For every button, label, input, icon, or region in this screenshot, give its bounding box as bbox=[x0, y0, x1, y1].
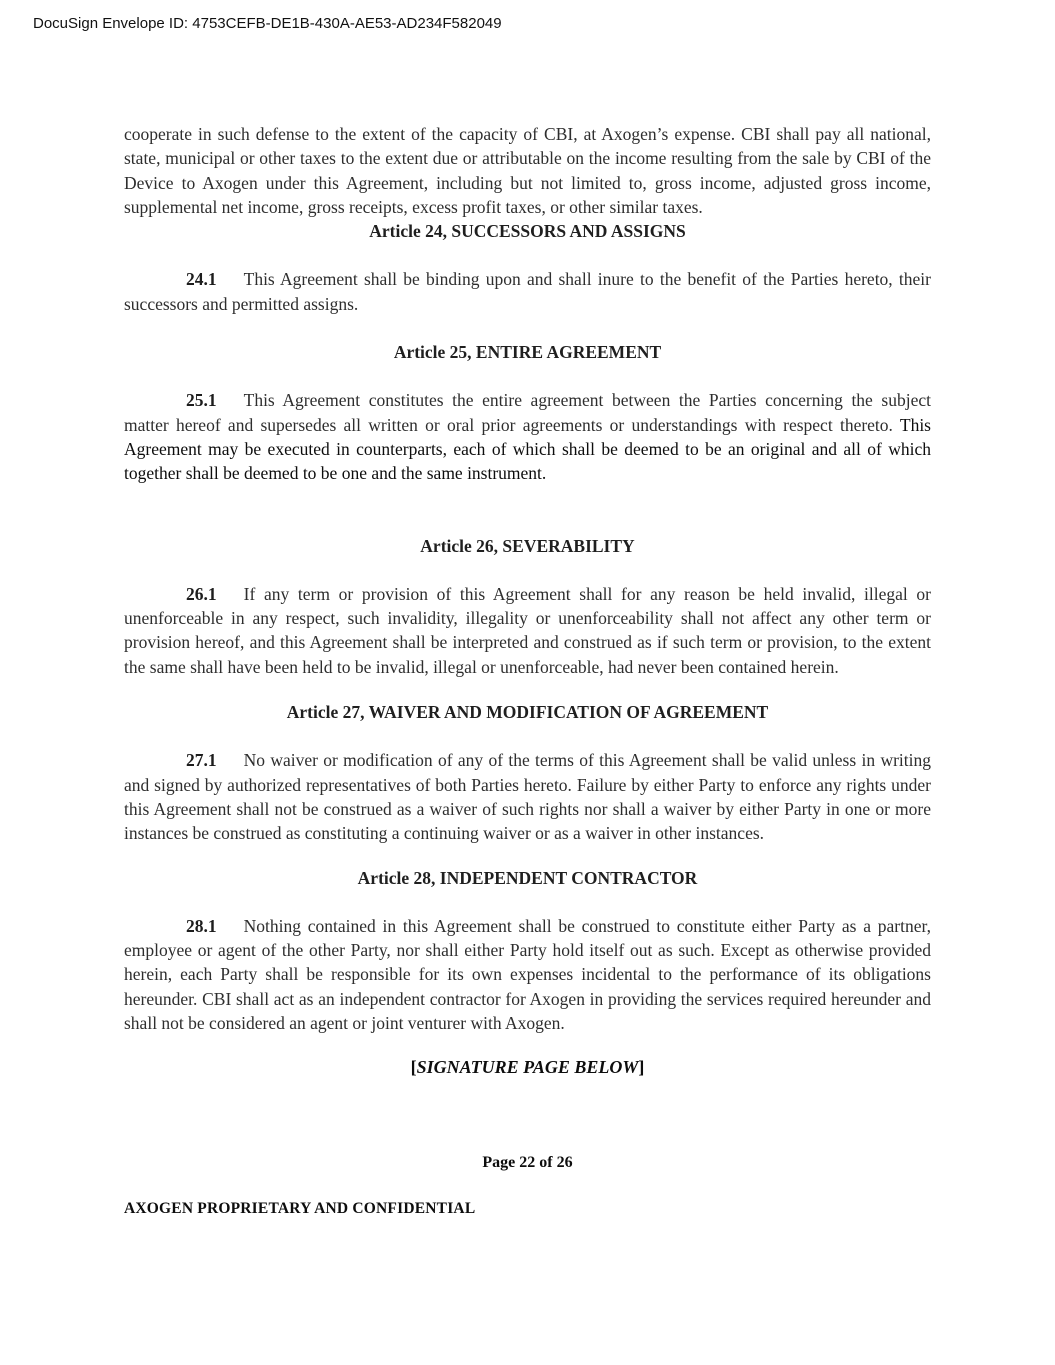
clause-27-1-number: 27.1 bbox=[186, 750, 217, 771]
clause-25-1-added-text: This Agreement may be executed in counterparts, each of which shall be deemed to be an original and all of which together shall be deemed to be one and the same instrument. bbox=[124, 414, 931, 484]
article-24-heading: Article 24, SUCCESSORS AND ASSIGNS bbox=[369, 221, 686, 242]
clause-24-1-number: 24.1 bbox=[186, 269, 217, 290]
clause-27-1 bbox=[124, 748, 931, 845]
clause-25-1-number: 25.1 bbox=[186, 390, 217, 411]
paragraph-taxes: cooperate in such defense to the extent of the capacity of CBI, at Axogen’s expense. CBI shall pay all national, state, municipal or other taxes to the extent due or attributable on the income resulting from the sale by CBI of the Device to Axogen under this Agreement, including but not limited to, gross income, adjusted gross income, supplemental net income, gross receipts, excess profit taxes, or other similar taxes. bbox=[124, 124, 931, 217]
article-26-heading: Article 26, SEVERABILITY bbox=[420, 535, 635, 556]
clause-26-1-text: If any term or provision of this Agreement shall for any reason be held invalid, illegal or unenforceable in any respect, such invalidity, illegality or unenforceability shall not affect any other term or provision hereof, and this Agreement shall be interpreted and construed as if such term or provision, to the extent the same shall have been held to be invalid, illegal or unenforceable, had never been contained herein. bbox=[124, 583, 931, 677]
confidentiality-footer: AXOGEN PROPRIETARY AND CONFIDENTIAL bbox=[124, 1199, 476, 1217]
article-27-heading: Article 27, WAIVER AND MODIFICATION OF AGREEMENT bbox=[286, 702, 769, 723]
clause-26-1-number: 26.1 bbox=[186, 583, 217, 604]
clause-25-1 bbox=[124, 388, 931, 485]
clause-26-1 bbox=[124, 582, 931, 679]
clause-24-1-text: This Agreement shall be binding upon and shall inure to the benefit of the Parties hereto, their successors and permitted assigns. bbox=[124, 269, 931, 314]
article-28-heading: Article 28, INDEPENDENT CONTRACTOR bbox=[357, 867, 698, 888]
docusign-envelope-id: DocuSign Envelope ID: 4753CEFB-DE1B-430A-AE53-AD234F582049 bbox=[33, 15, 502, 32]
clause-28-1-number: 28.1 bbox=[186, 915, 217, 936]
clause-28-1-text: Nothing contained in this Agreement shall be construed to constitute either Party as a partner, employee or agent of the other Party, nor shall either Party hold itself out as such. Except as otherwise provided herein, each Party shall be responsible for its own expenses incidental to the performance of its obligations hereunder. CBI shall act as an independent contractor for Axogen in providing the services required hereunder and shall not be considered an agent or joint venturer with Axogen. bbox=[124, 915, 931, 1034]
article-25-heading: Article 25, ENTIRE AGREEMENT bbox=[393, 342, 662, 363]
signature-page-note bbox=[124, 1055, 931, 1079]
close-bracket: ] bbox=[638, 1057, 645, 1078]
signature-note-text: SIGNATURE PAGE BELOW bbox=[416, 1057, 639, 1078]
clause-27-1-text: No waiver or modification of any of the terms of this Agreement shall be valid unless in writing and signed by authorized representatives of both Parties hereto. Failure by either Party to enforce any rights under this Agreement shall not be construed as a waiver of such rights nor shall a waiver by either Party in one or more instances be construed as constituting a continuing waiver or as a waiver in other instances. bbox=[124, 750, 931, 844]
open-bracket: [ bbox=[410, 1057, 417, 1078]
page-number: Page 22 of 26 bbox=[482, 1153, 573, 1171]
clause-25-1-text: This Agreement constitutes the entire agreement between the Parties concerning the subject matter hereof and supersedes all written or oral prior agreements or understandings with respect thereto. bbox=[124, 390, 931, 435]
clause-28-1 bbox=[124, 914, 931, 1035]
clause-24-1 bbox=[124, 267, 931, 316]
